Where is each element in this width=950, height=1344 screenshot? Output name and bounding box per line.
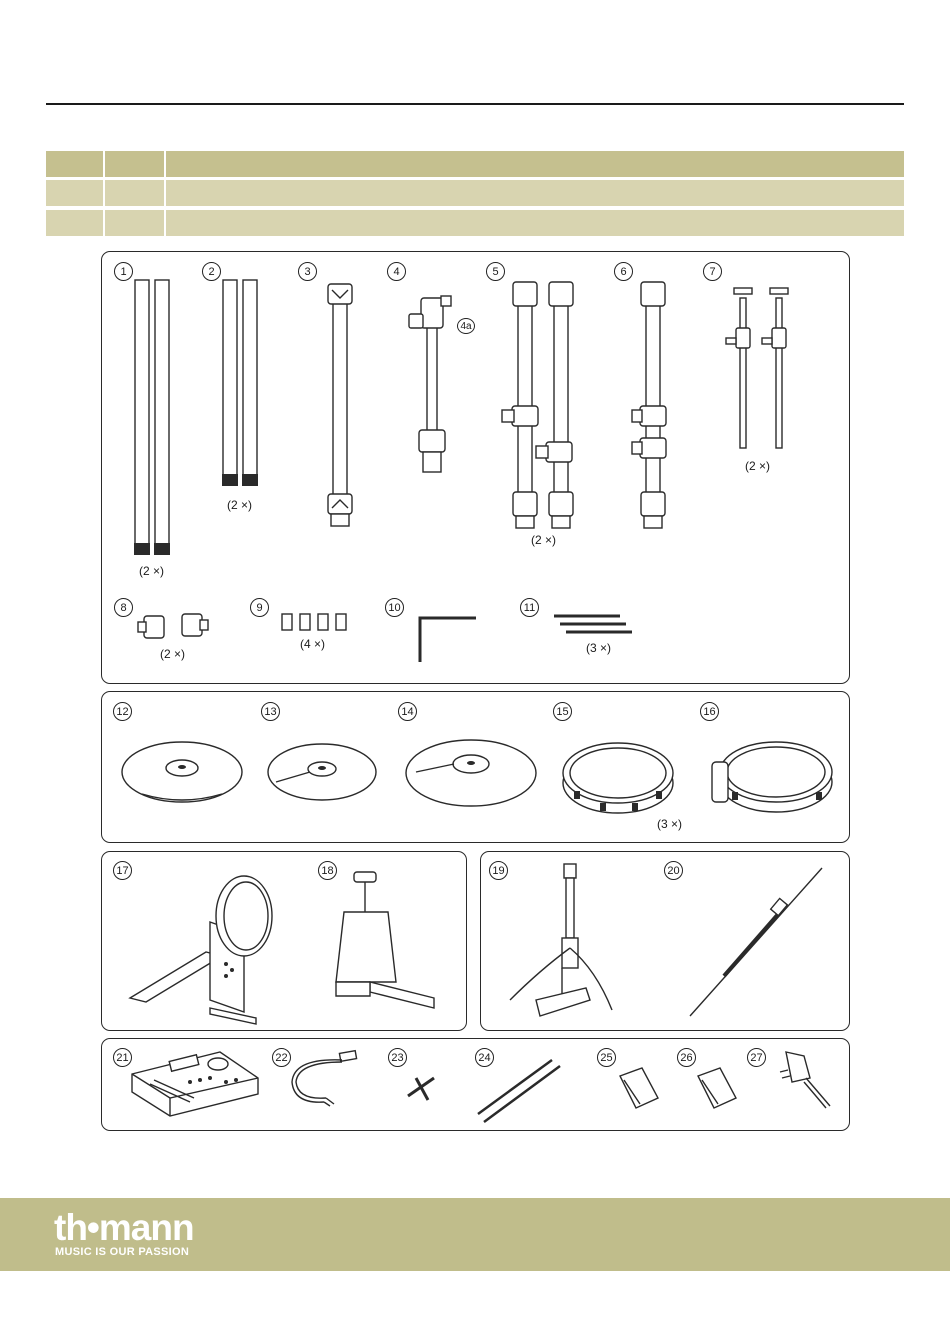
qty-label: (2 ×) [139, 564, 165, 578]
table-cell [46, 180, 103, 206]
rack-tube-two-clamps-icon [630, 278, 674, 530]
table-row [46, 180, 904, 206]
end-caps-icon [280, 612, 350, 634]
part-number-6: 6 [614, 262, 633, 281]
kick-tower-icon [126, 872, 276, 1024]
drum-module-icon [130, 1048, 260, 1118]
rack-tube-clamp-icon [403, 290, 457, 476]
hihat-rod-icon [688, 866, 828, 1020]
part-number-27: 27 [747, 1048, 766, 1067]
part-number-23: 23 [388, 1048, 407, 1067]
part-number-4: 4 [387, 262, 406, 281]
table-cell [166, 180, 904, 206]
qty-label: (3 ×) [657, 817, 683, 831]
table-cell [46, 210, 103, 236]
part-number-17: 17 [113, 861, 132, 880]
drum-key-icon [404, 1070, 444, 1106]
part-number-22: 22 [272, 1048, 291, 1067]
qty-label: (2 ×) [531, 533, 557, 547]
table-row [46, 210, 904, 236]
cable-snake-icon [284, 1048, 364, 1108]
part-number-26: 26 [677, 1048, 696, 1067]
table-cell [166, 151, 904, 177]
part-number-14: 14 [398, 702, 417, 721]
hihat-stand-icon [500, 860, 620, 1026]
long-leg-tubes-icon [130, 278, 180, 560]
part-number-3: 3 [298, 262, 317, 281]
brand-logo: th•mann [54, 1207, 194, 1248]
table-cell [46, 151, 103, 177]
power-adapter-icon [770, 1048, 834, 1110]
side-rack-tubes-icon [498, 278, 588, 530]
brand-tagline: MUSIC IS OUR PASSION [55, 1246, 190, 1258]
table-row [46, 151, 904, 177]
manual-icon [696, 1066, 740, 1110]
part-number-5: 5 [486, 262, 505, 281]
part-number-25: 25 [597, 1048, 616, 1067]
part-number-15: 15 [553, 702, 572, 721]
table-cell [166, 210, 904, 236]
part-sublabel-4a: 4a [457, 318, 475, 334]
part-number-24: 24 [475, 1048, 494, 1067]
qty-label: (4 ×) [300, 637, 326, 651]
pad-rods-icon [552, 612, 636, 638]
drumsticks-icon [474, 1056, 566, 1126]
part-number-13: 13 [261, 702, 280, 721]
table-cell [105, 151, 164, 177]
part-number-19: 19 [489, 861, 508, 880]
table-cell [105, 180, 164, 206]
part-number-10: 10 [385, 598, 404, 617]
top-rule [46, 103, 904, 105]
qty-label: (3 ×) [586, 641, 612, 655]
clamps-icon [134, 610, 216, 644]
table-cell [105, 210, 164, 236]
crash-cymbal-icon [404, 738, 538, 810]
part-number-2: 2 [202, 262, 221, 281]
hex-key-icon [414, 612, 480, 664]
part-number-7: 7 [703, 262, 722, 281]
part-number-1: 1 [114, 262, 133, 281]
ride-cymbal-icon [120, 740, 244, 806]
part-number-8: 8 [114, 598, 133, 617]
part-number-20: 20 [664, 861, 683, 880]
part-number-12: 12 [113, 702, 132, 721]
part-number-21: 21 [113, 1048, 132, 1067]
part-number-16: 16 [700, 702, 719, 721]
part-number-9: 9 [250, 598, 269, 617]
hihat-cymbal-icon [266, 742, 378, 804]
qty-label: (2 ×) [227, 498, 253, 512]
qty-label: (2 ×) [160, 647, 186, 661]
tom-pad-icon [560, 735, 676, 817]
snare-pad-icon [706, 732, 836, 818]
part-number-18: 18 [318, 861, 337, 880]
short-leg-tubes-icon [219, 278, 269, 494]
cymbal-arms-icon [724, 278, 794, 458]
rack-tube-icon [325, 278, 357, 530]
manual-icon [618, 1066, 662, 1110]
qty-label: (2 ×) [745, 459, 771, 473]
kick-pedal-icon [330, 872, 442, 1018]
part-number-11: 11 [520, 598, 539, 617]
